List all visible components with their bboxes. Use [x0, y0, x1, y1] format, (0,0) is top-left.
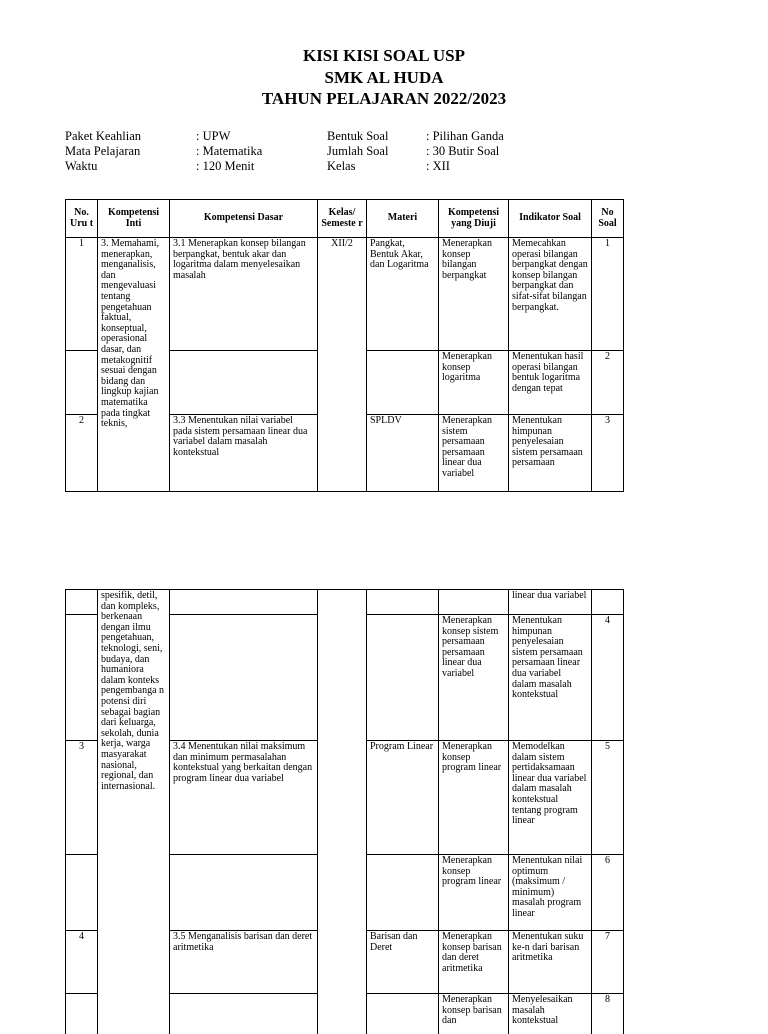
cell-indikator-soal: Menentukan suku ke-n dari barisan aritmetika — [509, 931, 592, 994]
doc-title-line1: KISI KISI SOAL USP — [302, 46, 466, 65]
cell-no-soal: 5 — [592, 741, 624, 855]
meta-value: : Matematika — [196, 144, 263, 158]
cell-materi — [367, 855, 439, 931]
cell-no-urut: 3 — [66, 741, 98, 855]
cell-no-soal: 8 — [592, 994, 624, 1034]
cell-no-urut — [66, 615, 98, 741]
cell-kelas-semester — [318, 590, 367, 1034]
meta-label: Kelas — [327, 159, 356, 173]
doc-title-line3: TAHUN PELAJARAN 2022/2023 — [261, 89, 507, 108]
header-kompetensi-diuji: Kompetensi yang Diuji — [439, 200, 509, 238]
cell-kompetensi-diuji: Menerapkan konsep logaritma — [439, 351, 509, 415]
cell-kompetensi-dasar: 3.1 Menerapkan konsep bilangan berpangkat, bentuk akar dan logaritma dalam menyelesaikan masalah — [170, 238, 318, 351]
meta-value: : XII — [426, 159, 450, 173]
cell-indikator-soal: Menentukan himpunan penyelesaian sistem persamaan persamaan — [509, 415, 592, 492]
table-row — [66, 238, 624, 351]
cell-no-urut — [66, 994, 98, 1034]
meta-value: : 30 Butir Soal — [426, 144, 500, 158]
cell-kompetensi-dasar: 3.4 Menentukan nilai maksimum dan minimum permasalahan kontekstual yang berkaitan dengan program linear dua variabel — [170, 741, 318, 855]
cell-no-soal: 6 — [592, 855, 624, 931]
cell-materi — [367, 994, 439, 1034]
cell-indikator-soal: Menyelesaikan masalah kontekstual — [509, 994, 592, 1034]
cell-no-urut — [66, 590, 98, 615]
cell-indikator-soal: Menentukan himpunan penyelesaian sistem persamaan persamaan linear dua variabel dalam masalah kontekstual — [509, 615, 592, 741]
cell-kompetensi-dasar: 3.5 Menganalisis barisan dan deret aritmetika — [170, 931, 318, 994]
meta-value: : UPW — [196, 129, 231, 143]
header-kompetensi-dasar: Kompetensi Dasar — [170, 200, 318, 238]
meta-right-labels — [327, 129, 388, 174]
header-materi: Materi — [367, 200, 439, 238]
cell-kompetensi-dasar — [170, 855, 318, 931]
cell-kompetensi-dasar — [170, 615, 318, 741]
header-kelas-semester: Kelas/ Semeste r — [318, 200, 367, 238]
cell-no-soal: 7 — [592, 931, 624, 994]
cell-indikator-soal: Menentukan nilai optimum (maksimum / minimum) masalah program linear — [509, 855, 592, 931]
cell-materi: Barisan dan Deret — [367, 931, 439, 994]
cell-materi — [367, 351, 439, 415]
cell-kompetensi-diuji: Menerapkan konsep barisan dan deret aritmetika — [439, 931, 509, 994]
meta-label: Paket Keahlian — [65, 129, 142, 143]
cell-materi: Program Linear — [367, 741, 439, 855]
cell-no-soal: 1 — [592, 238, 624, 351]
cell-no-soal: 4 — [592, 615, 624, 741]
cell-kompetensi-dasar — [170, 351, 318, 415]
cell-no-urut — [66, 351, 98, 415]
cell-materi: SPLDV — [367, 415, 439, 492]
header-kompetensi-inti: Kompetensi Inti — [98, 200, 170, 238]
cell-kompetensi-diuji: Menerapkan konsep barisan dan — [439, 994, 509, 1034]
cell-kompetensi-diuji: Menerapkan konsep bilangan berpangkat — [439, 238, 509, 351]
cell-no-urut: 1 — [66, 238, 98, 351]
table-header-row — [66, 200, 624, 238]
meta-label: Mata Pelajaran — [65, 144, 141, 158]
cell-materi — [367, 590, 439, 615]
cell-no-urut: 2 — [66, 415, 98, 492]
header-indikator-soal: Indikator Soal — [509, 200, 592, 238]
cell-kompetensi-dasar — [170, 590, 318, 615]
cell-no-soal: 2 — [592, 351, 624, 415]
meta-label: Waktu — [65, 159, 98, 173]
cell-kompetensi-inti: 3. Memahami, menerapkan, menganalisis, dan mengevaluasi tentang pengetahuan faktual, konseptual, operasional dasar, dan metakognitif sesuai dengan bidang dan lingkup kajian matematika pada tingkat teknis, — [98, 238, 170, 492]
cell-indikator-soal: Memodelkan dalam sistem pertidaksamaan linear dua variabel dalam masalah kontekstual tentang program linear — [509, 741, 592, 855]
meta-value: : 120 Menit — [196, 159, 255, 173]
cell-indikator-soal: linear dua variabel — [509, 590, 592, 615]
table-row — [66, 590, 624, 615]
cell-no-soal — [592, 590, 624, 615]
cell-materi: Pangkat, Bentuk Akar, dan Logaritma — [367, 238, 439, 351]
meta-left-values — [196, 129, 262, 174]
meta-right-values — [426, 129, 504, 174]
cell-kompetensi-diuji: Menerapkan konsep program linear — [439, 741, 509, 855]
cell-no-urut: 4 — [66, 931, 98, 994]
cell-indikator-soal: Memecahkan operasi bilangan berpangkat dengan konsep bilangan berpangkat dan sifat-sifat bilangan berpangkat. — [509, 238, 592, 351]
cell-no-urut — [66, 855, 98, 931]
meta-label: Jumlah Soal — [327, 144, 389, 158]
cell-kompetensi-dasar: 3.3 Menentukan nilai variabel pada sistem persamaan linear dua variabel dalam masalah kontekstual — [170, 415, 318, 492]
meta-label: Bentuk Soal — [327, 129, 389, 143]
doc-title-line2: SMK AL HUDA — [324, 68, 444, 87]
cell-materi — [367, 615, 439, 741]
kisi-table-page1 — [65, 199, 624, 492]
meta-left-labels — [65, 129, 141, 174]
cell-kompetensi-dasar — [170, 994, 318, 1034]
cell-kelas-semester: XII/2 — [318, 238, 367, 492]
cell-no-soal: 3 — [592, 415, 624, 492]
header-no-soal: No Soal — [592, 200, 624, 238]
cell-kompetensi-inti: spesifik, detil, dan kompleks, berkenaan dengan ilmu pengetahuan, teknologi, seni, budaya, dan humaniora dalam konteks pengembanga n potensi diri sebagai bagian dari keluarga, sekolah, dunia kerja, warga masyarakat nasional, regional, dan internasional. — [98, 590, 170, 1034]
cell-kompetensi-diuji: Menerapkan konsep program linear — [439, 855, 509, 931]
cell-kompetensi-diuji: Menerapkan konsep sistem persamaan persamaan linear dua variabel — [439, 615, 509, 741]
cell-kompetensi-diuji: Menerapkan sistem persamaan persamaan linear dua variabel — [439, 415, 509, 492]
kisi-table-page2 — [65, 589, 624, 1034]
cell-indikator-soal: Menentukan hasil operasi bilangan bentuk logaritma dengan tepat — [509, 351, 592, 415]
cell-kompetensi-diuji — [439, 590, 509, 615]
meta-value: : Pilihan Ganda — [426, 129, 504, 143]
header-no-urut: No. Uru t — [66, 200, 98, 238]
